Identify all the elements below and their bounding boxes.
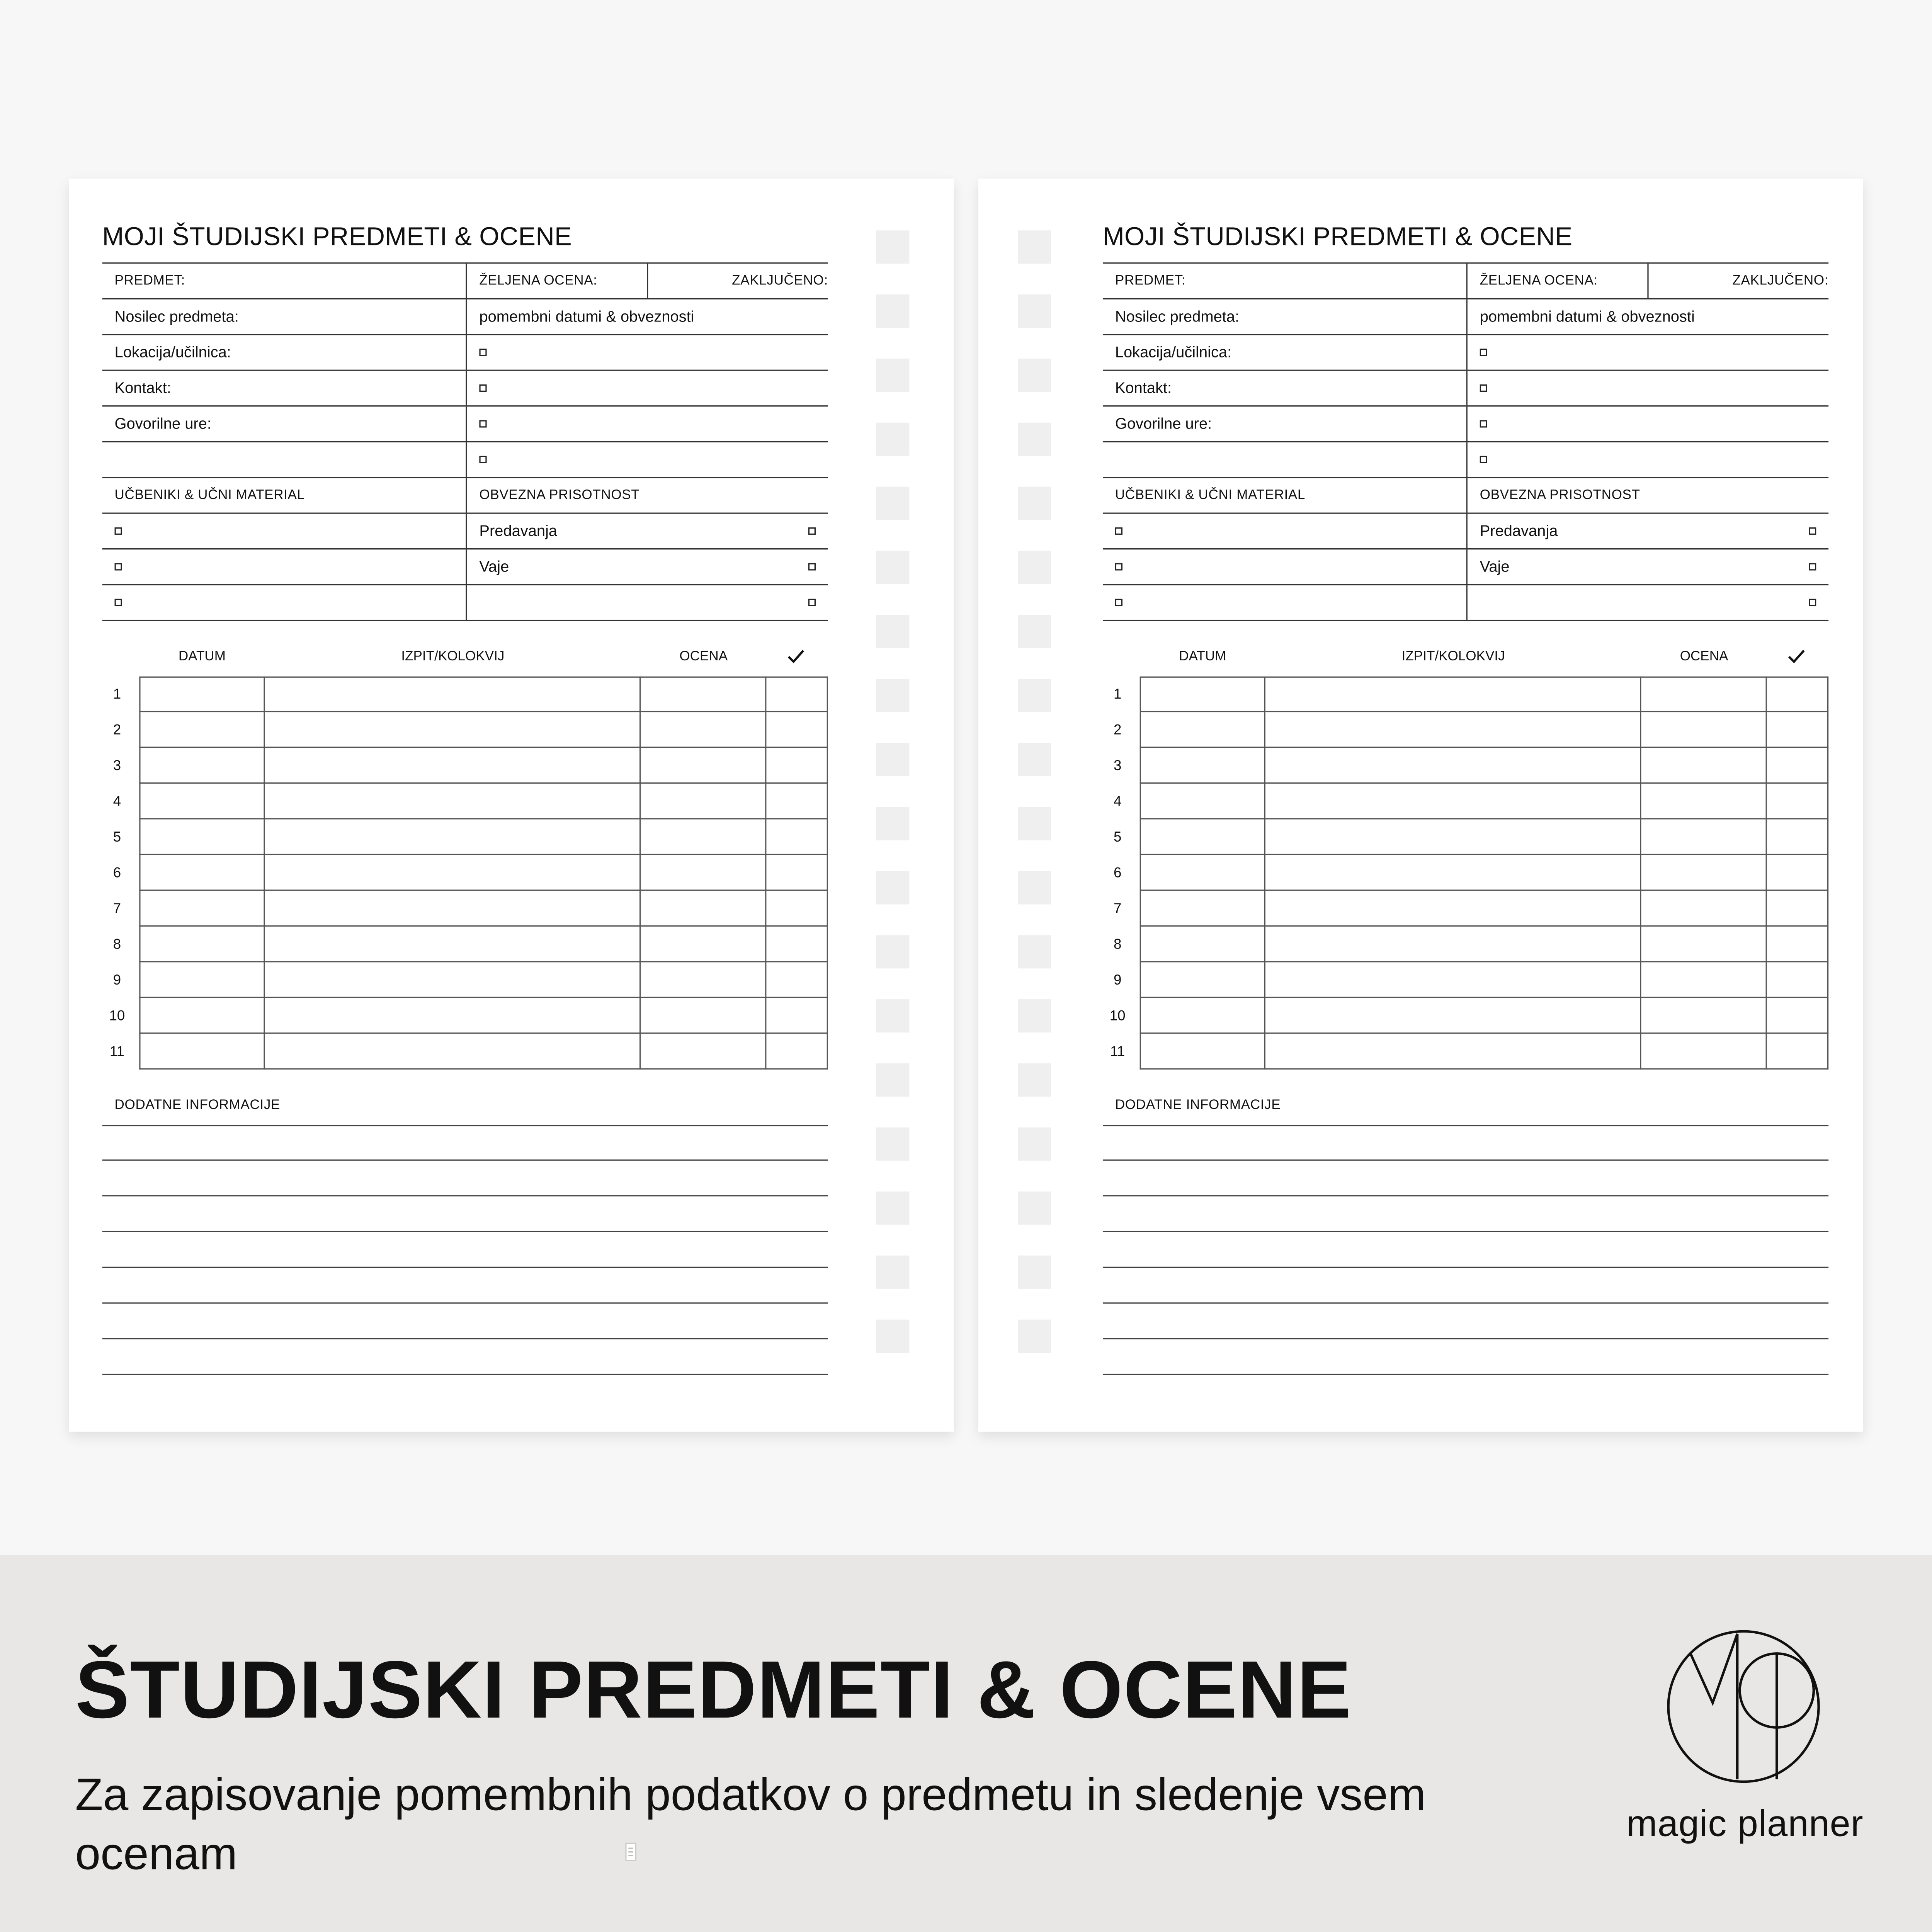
index-tab[interactable] (1018, 1320, 1051, 1353)
table-row: 10 (1103, 998, 1828, 1034)
exam-table (102, 677, 828, 1070)
index-tab[interactable] (876, 935, 909, 968)
notes-lines[interactable] (102, 1125, 828, 1375)
index-tab[interactable] (1018, 551, 1051, 584)
table-row: 3 (102, 748, 828, 784)
nosilec-label[interactable]: Nosilec predmeta: (102, 299, 467, 334)
nosilec-label[interactable]: Nosilec predmeta: (1103, 299, 1468, 334)
checkbox-icon[interactable] (1115, 563, 1122, 570)
checkbox-icon[interactable] (1809, 527, 1816, 535)
govorilne-label[interactable]: Govorilne ure: (102, 406, 467, 441)
table-row: 9 (102, 962, 828, 998)
datum-header: DATUM (178, 649, 226, 664)
index-tab[interactable] (1018, 615, 1051, 648)
kontakt-label[interactable]: Kontakt: (1103, 371, 1468, 405)
vaje-label: Vaje (479, 558, 509, 576)
index-tab[interactable] (876, 423, 909, 456)
ocena-header: OCENA (679, 649, 728, 664)
index-tab[interactable] (876, 551, 909, 584)
checkbox-icon[interactable] (479, 384, 486, 392)
table-row: 11 (102, 1034, 828, 1069)
index-tab[interactable] (1018, 999, 1051, 1032)
index-tab[interactable] (876, 359, 909, 392)
kontakt-label[interactable]: Kontakt: (102, 371, 467, 405)
index-tab[interactable] (876, 871, 909, 904)
index-tabs (876, 230, 909, 1384)
predmet-label[interactable]: PREDMET: (1103, 264, 1468, 298)
table-row: 8 (102, 927, 828, 962)
checkbox-icon[interactable] (1480, 349, 1487, 356)
index-tab[interactable] (876, 679, 909, 712)
table-row: 10 (102, 998, 828, 1034)
planner-page-right (978, 179, 1863, 1432)
checkbox-icon[interactable] (115, 527, 122, 535)
banner-subtitle: Za zapisovanje pomembnih podatkov o predmetu in sledenje vsem ocenam (75, 1769, 1426, 1879)
izpit-header: IZPIT/KOLOKVIJ (401, 649, 505, 664)
index-tab[interactable] (876, 1192, 909, 1225)
pomembni-label: pomembni datumi & obveznosti (479, 308, 694, 325)
checkbox-icon[interactable] (808, 599, 816, 606)
ucbeniki-heading: UČBENIKI & UČNI MATERIAL (102, 478, 467, 512)
checkbox-icon[interactable] (479, 349, 486, 356)
empty-field[interactable] (102, 442, 467, 477)
index-tab[interactable] (1018, 871, 1051, 904)
index-tab[interactable] (1018, 294, 1051, 328)
magic-planner-logo-icon (1666, 1629, 1821, 1784)
index-tab[interactable] (1018, 935, 1051, 968)
sheet-title: MOJI ŠTUDIJSKI PREDMETI & OCENE (102, 223, 572, 252)
subject-info-grid (102, 262, 828, 621)
lokacija-label[interactable]: Lokacija/učilnica: (1103, 335, 1468, 369)
notes-heading: DODATNE INFORMACIJE (1115, 1098, 1281, 1113)
zakljuceno-label[interactable]: ZAKLJUČENO: (732, 273, 828, 289)
table-row: 1 (1103, 677, 1828, 712)
checkbox-icon[interactable] (1809, 563, 1816, 570)
index-tab[interactable] (1018, 679, 1051, 712)
document-icon (625, 1842, 637, 1862)
index-tab[interactable] (1018, 1192, 1051, 1225)
index-tab[interactable] (876, 1063, 909, 1097)
lokacija-label[interactable]: Lokacija/učilnica: (102, 335, 467, 369)
checkmark-icon (1788, 649, 1805, 664)
index-tab[interactable] (876, 1320, 909, 1353)
ucbeniki-heading: UČBENIKI & UČNI MATERIAL (1103, 478, 1468, 512)
index-tab[interactable] (1018, 1128, 1051, 1161)
table-row: 3 (1103, 748, 1828, 784)
pomembni-label: pomembni datumi & obveznosti (1480, 308, 1695, 325)
index-tab[interactable] (1018, 423, 1051, 456)
index-tab[interactable] (1018, 743, 1051, 776)
datum-header: DATUM (1179, 649, 1226, 664)
index-tab[interactable] (1018, 1255, 1051, 1289)
exam-table-header (1103, 645, 1828, 672)
index-tab[interactable] (876, 230, 909, 264)
exam-table-header (102, 645, 828, 672)
index-tab[interactable] (876, 615, 909, 648)
obvezna-heading: OBVEZNA PRISOTNOST (1480, 488, 1640, 503)
zeljena-ocena-label[interactable]: ŽELJENA OCENA: (1468, 264, 1649, 298)
checkbox-icon[interactable] (1480, 384, 1487, 392)
index-tab[interactable] (876, 1255, 909, 1289)
index-tab[interactable] (1018, 359, 1051, 392)
zakljuceno-label[interactable]: ZAKLJUČENO: (1732, 273, 1829, 289)
table-row: 5 (102, 820, 828, 855)
table-row: 7 (1103, 891, 1828, 926)
brand-name: magic planner (1626, 1804, 1864, 1845)
checkbox-icon[interactable] (1115, 599, 1122, 606)
index-tab[interactable] (876, 487, 909, 520)
vaje-label: Vaje (1480, 558, 1510, 576)
table-row: 8 (1103, 927, 1828, 962)
checkbox-icon[interactable] (1809, 599, 1816, 606)
checkbox-icon[interactable] (808, 563, 816, 570)
subject-info-grid (1103, 262, 1828, 621)
checkbox-icon[interactable] (479, 456, 486, 463)
govorilne-label[interactable]: Govorilne ure: (1103, 406, 1468, 441)
ocena-header: OCENA (1680, 649, 1728, 664)
banner-title: ŠTUDIJSKI PREDMETI & OCENE (75, 1643, 1352, 1735)
checkbox-icon[interactable] (479, 420, 486, 427)
izpit-header: IZPIT/KOLOKVIJ (1401, 649, 1505, 664)
index-tab[interactable] (1018, 487, 1051, 520)
table-row: 9 (1103, 962, 1828, 998)
checkbox-icon[interactable] (1480, 456, 1487, 463)
table-row: 6 (102, 855, 828, 891)
sheet-title: MOJI ŠTUDIJSKI PREDMETI & OCENE (1102, 223, 1573, 252)
checkbox-icon[interactable] (1480, 420, 1487, 427)
checkmark-icon (787, 649, 805, 664)
table-row: 5 (1103, 820, 1828, 855)
table-row: 2 (1103, 712, 1828, 748)
empty-field[interactable] (1103, 442, 1468, 477)
table-row: 4 (102, 784, 828, 819)
predmet-label[interactable]: PREDMET: (102, 264, 467, 298)
checkbox-icon[interactable] (808, 527, 816, 535)
index-tab[interactable] (876, 1128, 909, 1161)
zeljena-ocena-label[interactable]: ŽELJENA OCENA: (467, 264, 648, 298)
index-tabs (1018, 230, 1051, 1384)
table-row: 1 (102, 677, 828, 712)
index-tab[interactable] (1018, 807, 1051, 840)
checkbox-icon[interactable] (115, 599, 122, 606)
index-tab[interactable] (876, 294, 909, 328)
table-row: 7 (102, 891, 828, 926)
notes-lines[interactable] (1103, 1125, 1828, 1375)
obvezna-heading: OBVEZNA PRISOTNOST (479, 488, 640, 503)
table-row: 11 (1103, 1034, 1828, 1069)
predavanja-label: Predavanja (479, 522, 558, 540)
index-tab[interactable] (876, 807, 909, 840)
index-tab[interactable] (1018, 1063, 1051, 1097)
table-row: 2 (102, 712, 828, 748)
notes-heading: DODATNE INFORMACIJE (114, 1098, 281, 1113)
predavanja-label: Predavanja (1480, 522, 1558, 540)
checkbox-icon[interactable] (1115, 527, 1122, 535)
index-tab[interactable] (876, 999, 909, 1032)
checkbox-icon[interactable] (115, 563, 122, 570)
table-row: 6 (1103, 855, 1828, 891)
table-row: 4 (1103, 784, 1828, 819)
index-tab[interactable] (876, 743, 909, 776)
exam-table (1103, 677, 1828, 1070)
index-tab[interactable] (1018, 230, 1051, 264)
planner-page-left (69, 179, 954, 1432)
